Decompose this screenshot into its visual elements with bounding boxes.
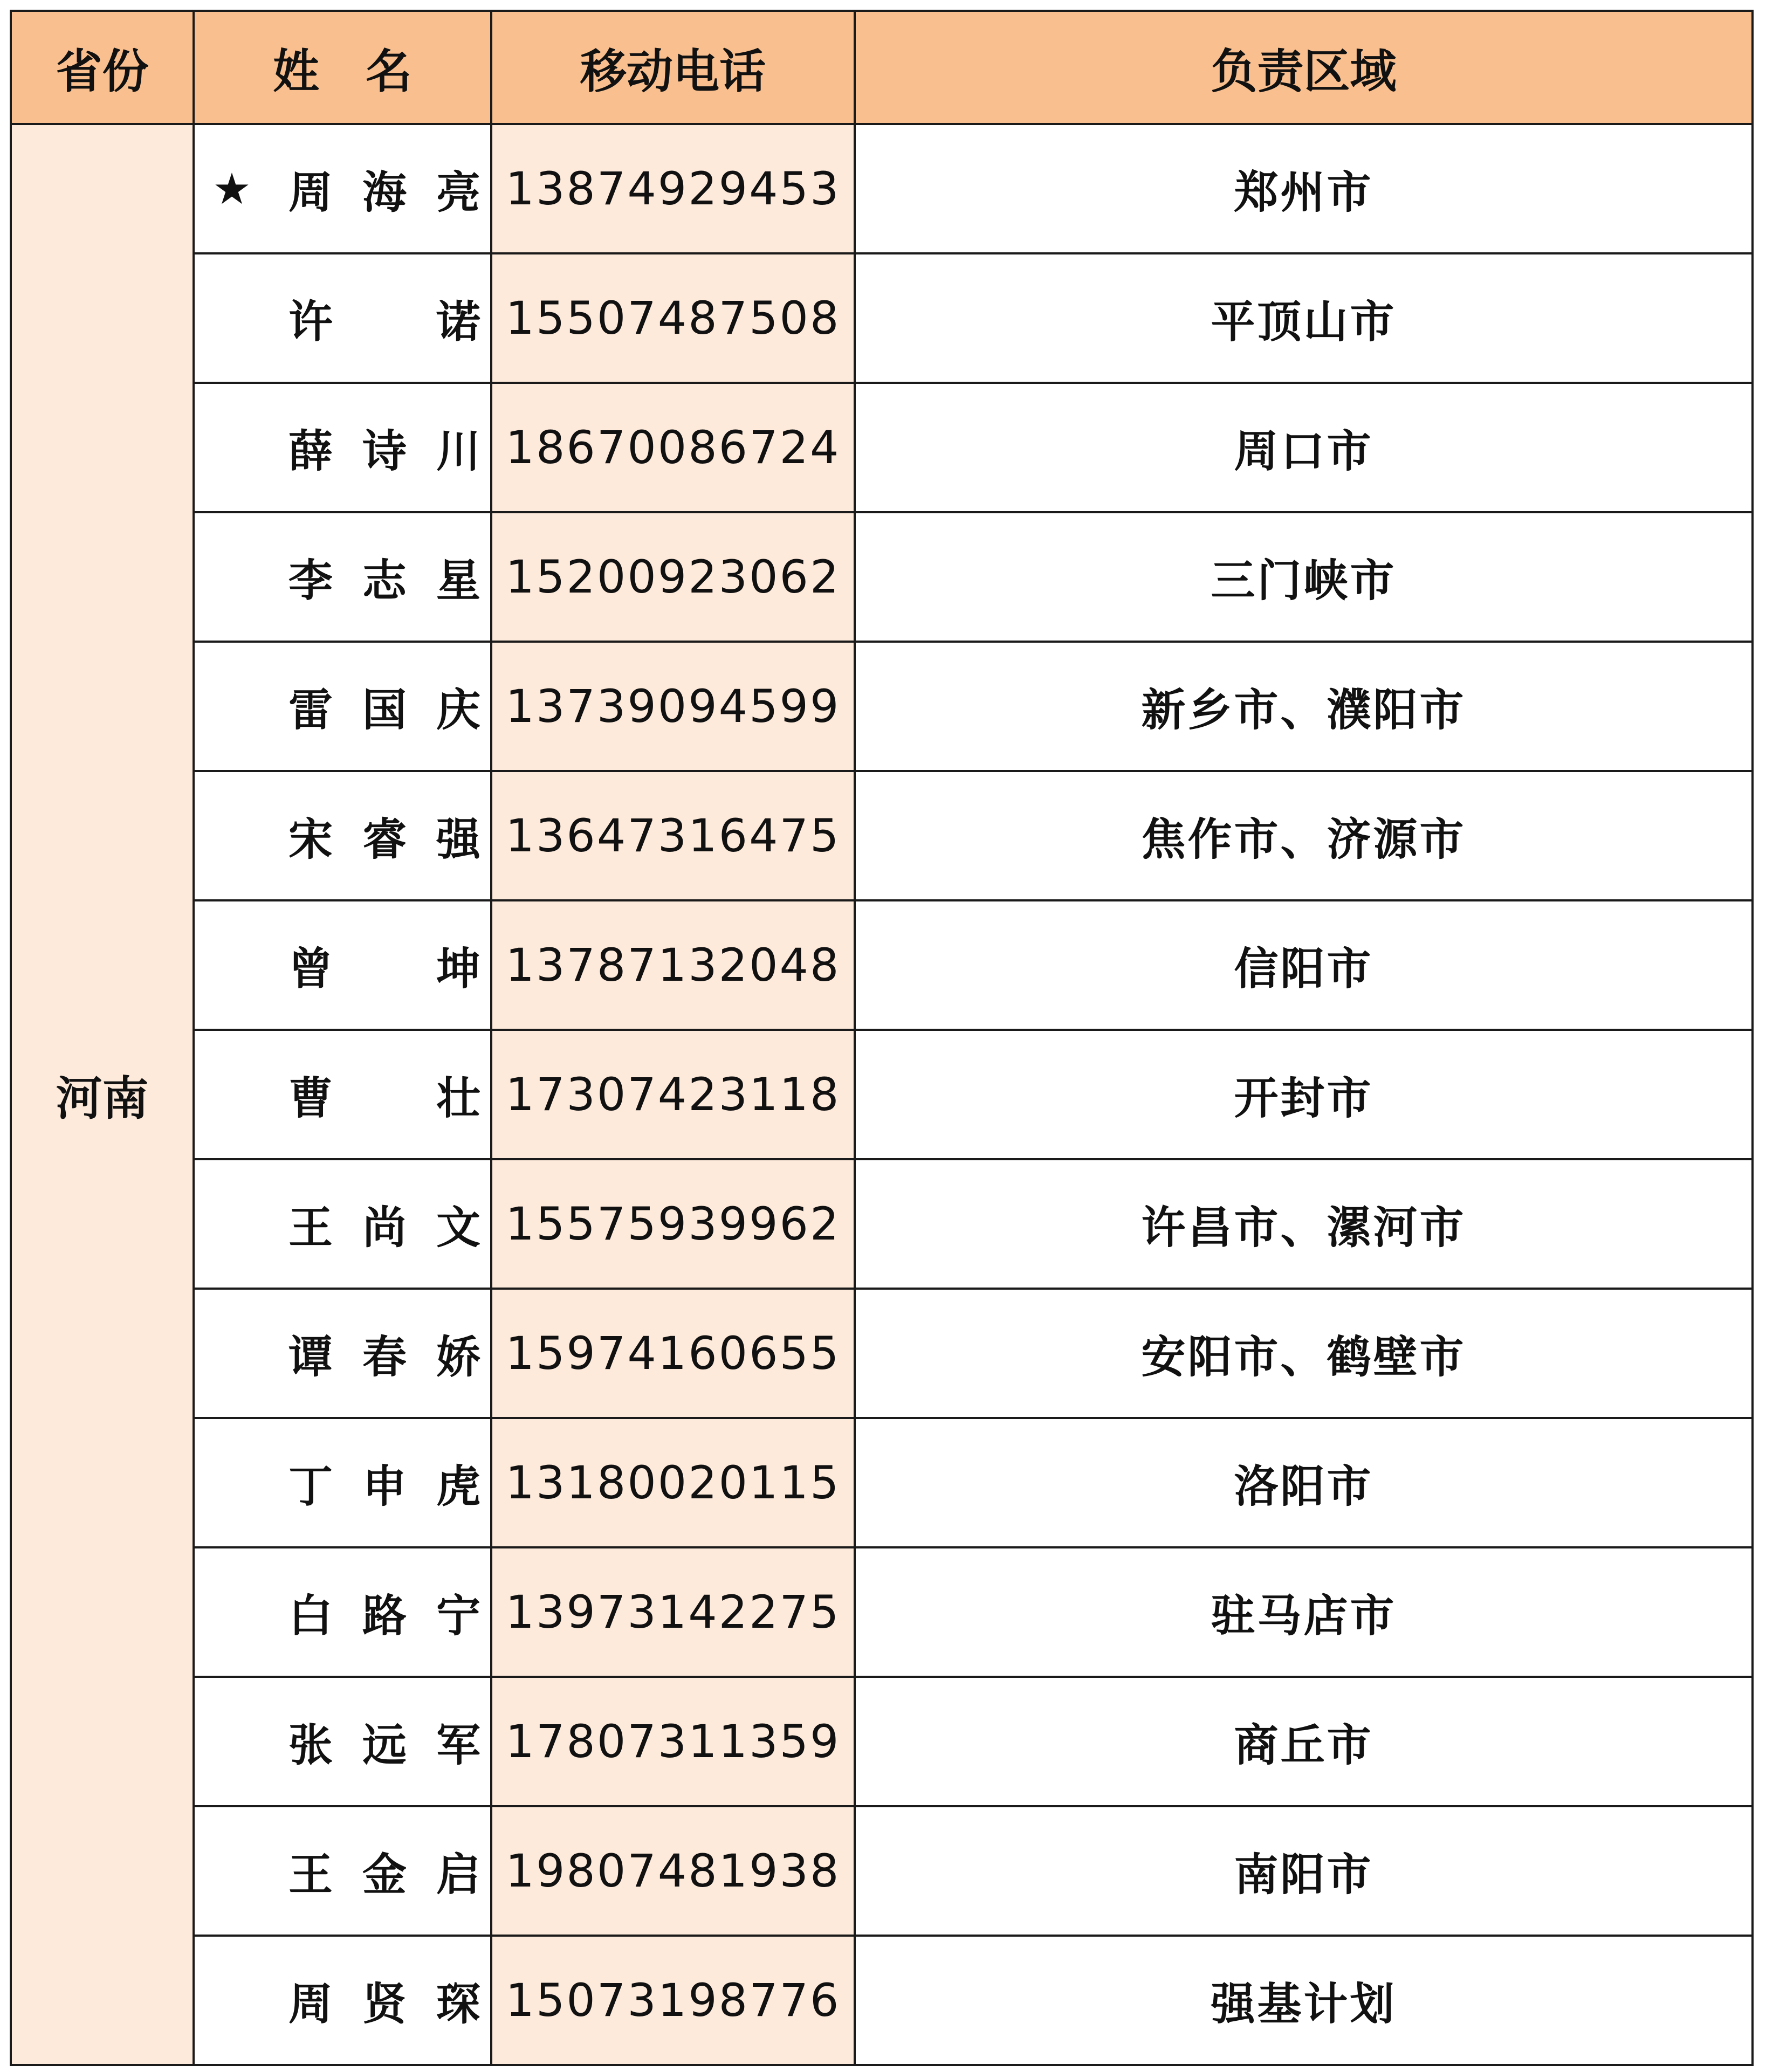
- name-char: 强: [436, 813, 480, 865]
- name-char: 张: [288, 1719, 333, 1771]
- name-cell: [194, 253, 491, 383]
- table-row: [11, 1936, 1753, 2065]
- name-char: 王: [288, 1201, 333, 1254]
- name-char: 虎: [436, 1460, 480, 1512]
- star-icon: ★: [212, 163, 251, 214]
- region-cell: 洛阳市: [855, 1418, 1753, 1547]
- table-row: [11, 253, 1753, 383]
- table-row: [11, 1806, 1753, 1936]
- name-cell: [194, 1289, 491, 1418]
- table-row: [11, 512, 1753, 642]
- region-cell: 开封市: [855, 1030, 1753, 1159]
- name-char: 谭: [288, 1331, 333, 1383]
- name-char: 庆: [436, 684, 480, 736]
- name-char: 远: [362, 1719, 407, 1771]
- name-char: 薛: [288, 425, 333, 477]
- name-char: 曾: [288, 942, 333, 995]
- person-name: [256, 675, 480, 738]
- contact-table: [10, 10, 1754, 2066]
- name-char: 亮: [436, 166, 480, 218]
- name-char: 春: [362, 1331, 407, 1383]
- name-char: 周: [288, 166, 333, 218]
- region-cell: 南阳市: [855, 1806, 1753, 1936]
- header-region: 负责区域: [855, 11, 1753, 124]
- phone-cell: 15507487508: [491, 253, 855, 383]
- name-char: 志: [362, 554, 407, 607]
- person-name: [256, 1322, 480, 1385]
- table-row: [11, 900, 1753, 1030]
- table-body: [11, 124, 1753, 2065]
- person-name: [256, 1193, 480, 1256]
- person-name: [256, 1969, 480, 2032]
- name-cell: [194, 383, 491, 512]
- person-name: [256, 934, 480, 997]
- phone-cell: 15073198776: [491, 1936, 855, 2065]
- name-char: 雷: [288, 684, 333, 736]
- header-name: 姓 名: [194, 11, 491, 124]
- table-row: [11, 771, 1753, 900]
- person-name: [256, 804, 480, 868]
- name-char: 国: [362, 684, 407, 736]
- name-char: 路: [362, 1589, 407, 1642]
- name-char: 贤: [362, 1978, 407, 2030]
- phone-cell: 13739094599: [491, 642, 855, 771]
- person-name: [256, 1710, 480, 1773]
- name-cell: [194, 124, 491, 253]
- person-name: [256, 157, 480, 221]
- name-char: 海: [362, 166, 407, 218]
- table-row: [11, 383, 1753, 512]
- name-cell: [194, 642, 491, 771]
- name-cell: [194, 1806, 491, 1936]
- name-char: 尚: [362, 1201, 407, 1254]
- name-char: 许: [288, 295, 333, 348]
- person-name: [256, 416, 480, 479]
- name-cell: [194, 1159, 491, 1289]
- table-header-row: [11, 11, 1753, 124]
- phone-cell: 15575939962: [491, 1159, 855, 1289]
- phone-cell: 13180020115: [491, 1418, 855, 1547]
- phone-cell: 17807311359: [491, 1677, 855, 1806]
- person-name: [256, 1451, 480, 1515]
- phone-cell: 15200923062: [491, 512, 855, 642]
- table-row: [11, 642, 1753, 771]
- name-char: 宋: [288, 813, 333, 865]
- name-char: 周: [288, 1978, 333, 2030]
- name-char: 星: [436, 554, 480, 607]
- name-char: 王: [288, 1848, 333, 1901]
- region-cell: 周口市: [855, 383, 1753, 512]
- region-cell: 新乡市、濮阳市: [855, 642, 1753, 771]
- name-char: 坤: [436, 942, 480, 995]
- region-cell: 强基计划: [855, 1936, 1753, 2065]
- phone-cell: 13874929453: [491, 124, 855, 253]
- phone-cell: 19807481938: [491, 1806, 855, 1936]
- name-char: 金: [362, 1848, 407, 1901]
- name-char: 睿: [362, 813, 407, 865]
- name-char: 白: [288, 1589, 333, 1642]
- region-cell: 平顶山市: [855, 253, 1753, 383]
- name-char: 申: [362, 1460, 407, 1512]
- region-cell: 商丘市: [855, 1677, 1753, 1806]
- table-row: [11, 1677, 1753, 1806]
- person-name: [256, 287, 480, 350]
- name-cell: [194, 1030, 491, 1159]
- region-cell: 驻马店市: [855, 1547, 1753, 1677]
- name-char: 启: [436, 1848, 480, 1901]
- name-cell: [194, 512, 491, 642]
- person-name: [256, 1581, 480, 1644]
- name-cell: [194, 900, 491, 1030]
- table-row: [11, 1418, 1753, 1547]
- table-row: [11, 1547, 1753, 1677]
- name-char: 诺: [436, 295, 480, 348]
- name-char: 李: [288, 554, 333, 607]
- name-char: 壮: [436, 1072, 480, 1124]
- header-phone: 移动电话: [491, 11, 855, 124]
- phone-cell: 15974160655: [491, 1289, 855, 1418]
- phone-cell: 13787132048: [491, 900, 855, 1030]
- name-cell: [194, 1936, 491, 2065]
- phone-cell: 13647316475: [491, 771, 855, 900]
- phone-cell: 18670086724: [491, 383, 855, 512]
- table-row: [11, 1289, 1753, 1418]
- name-cell: [194, 1418, 491, 1547]
- table-row: [11, 1030, 1753, 1159]
- person-name: [256, 1063, 480, 1126]
- region-cell: 安阳市、鹤壁市: [855, 1289, 1753, 1418]
- region-cell: 许昌市、漯河市: [855, 1159, 1753, 1289]
- phone-cell: 13973142275: [491, 1547, 855, 1677]
- name-char: 文: [436, 1201, 480, 1254]
- name-char: 军: [436, 1719, 480, 1771]
- table-row: [11, 1159, 1753, 1289]
- phone-cell: 17307423118: [491, 1030, 855, 1159]
- table-row: [11, 124, 1753, 253]
- name-char: 川: [436, 425, 480, 477]
- region-cell: 信阳市: [855, 900, 1753, 1030]
- name-cell: [194, 1547, 491, 1677]
- name-char: 诗: [362, 425, 407, 477]
- person-name: [256, 546, 480, 609]
- province-cell: 河南: [11, 124, 194, 2065]
- name-char: 琛: [436, 1978, 480, 2030]
- person-name: [256, 1840, 480, 1903]
- region-cell: 三门峡市: [855, 512, 1753, 642]
- name-cell: [194, 1677, 491, 1806]
- name-char: 宁: [436, 1589, 480, 1642]
- name-char: 娇: [436, 1331, 480, 1383]
- name-cell: [194, 771, 491, 900]
- header-province: 省份: [11, 11, 194, 124]
- region-cell: 焦作市、济源市: [855, 771, 1753, 900]
- name-char: 丁: [288, 1460, 333, 1512]
- name-char: 曹: [288, 1072, 333, 1124]
- region-cell: 郑州市: [855, 124, 1753, 253]
